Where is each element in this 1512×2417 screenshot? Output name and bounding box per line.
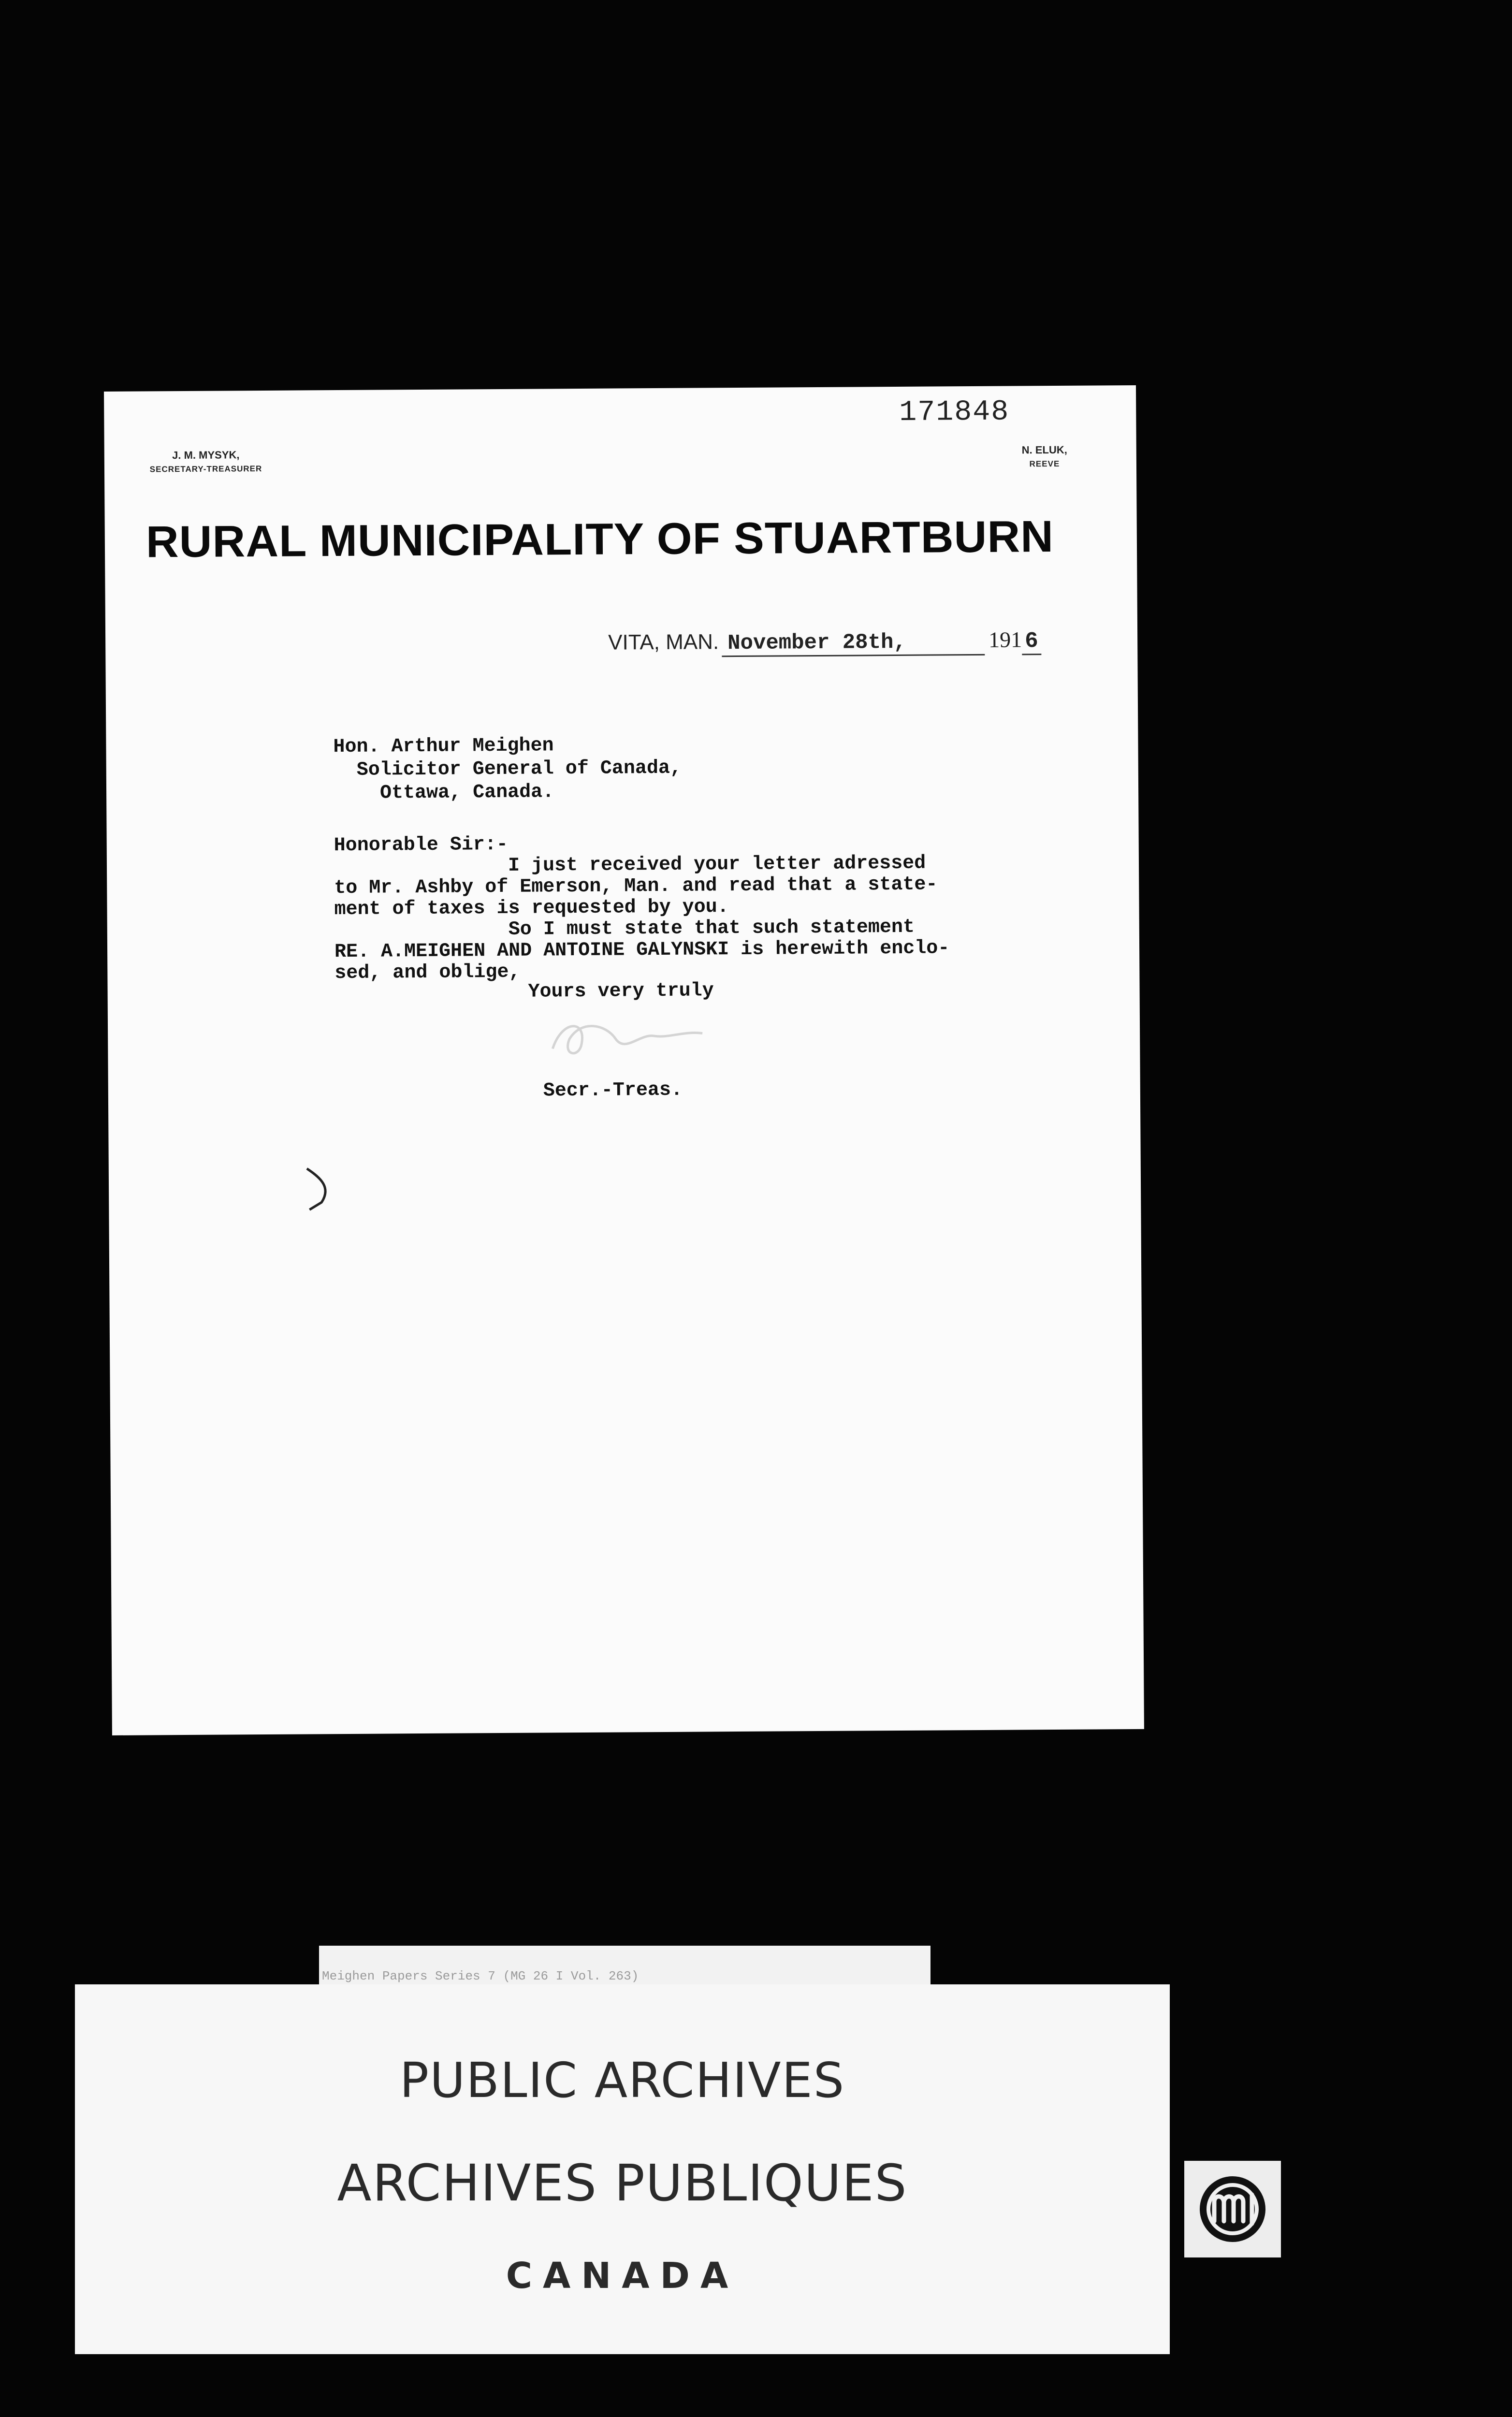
body-line: to Mr. Ashby of Emerson, Man. and read that a state- [334, 874, 938, 900]
place-name: VITA, MAN. [608, 630, 719, 655]
secretary-name: J. M. MYSYK, [172, 449, 240, 462]
body-line: So I must state that such statement [334, 916, 915, 942]
document-number: 171848 [899, 395, 1010, 429]
salutation: Honorable Sir:- [334, 833, 508, 857]
secretary-block [133, 449, 278, 475]
signature-mark [543, 1009, 746, 1068]
archive-reference: Meighen Papers Series 7 (MG 26 I Vol. 263) [322, 1969, 639, 1983]
letter-page [104, 385, 1144, 1735]
archive-label-strip [319, 1946, 930, 1989]
addressee-line: Hon. Arthur Meighen [333, 735, 554, 758]
addressee-line: Ottawa, Canada. [333, 781, 554, 805]
date-line [608, 626, 1041, 657]
year-suffix: 6 [1022, 628, 1041, 655]
addressee-block [333, 734, 682, 805]
archives-line-french: ARCHIVES PUBLIQUES [337, 2154, 908, 2213]
archives-line-country: CANADA [506, 2255, 739, 2297]
archives-card [75, 1984, 1170, 2354]
letterhead-title: RURAL MUNICIPALITY OF STUARTBURN [145, 512, 1054, 567]
body-line: ment of taxes is requested by you. [334, 896, 729, 921]
archives-line-english: PUBLIC ARCHIVES [399, 2052, 845, 2109]
signature-scribble [543, 1009, 746, 1068]
body-line: RE. A.MEIGHEN AND ANTOINE GALYNSKI is herewith enclo- [334, 937, 950, 963]
reeve-block [984, 443, 1105, 469]
archives-logo-icon [1184, 2161, 1281, 2257]
body-line: I just received your letter adressed [334, 852, 926, 878]
letter-body [334, 853, 950, 984]
letter-date: November 28th, [722, 630, 985, 657]
margin-mark [302, 1164, 341, 1212]
signoff: Secr.-Treas. [543, 1079, 683, 1102]
body-line: sed, and oblige, [334, 961, 521, 985]
reeve-role: REEVE [1029, 459, 1060, 469]
archives-logo [1184, 2161, 1281, 2257]
closing: Yours very truly [528, 980, 714, 1003]
reeve-name: N. ELUK, [1021, 443, 1067, 456]
secretary-role: SECRETARY-TREASURER [149, 464, 262, 474]
addressee-line: Solicitor General of Canada, [333, 757, 682, 782]
year-prefix: 191 [988, 627, 1022, 652]
